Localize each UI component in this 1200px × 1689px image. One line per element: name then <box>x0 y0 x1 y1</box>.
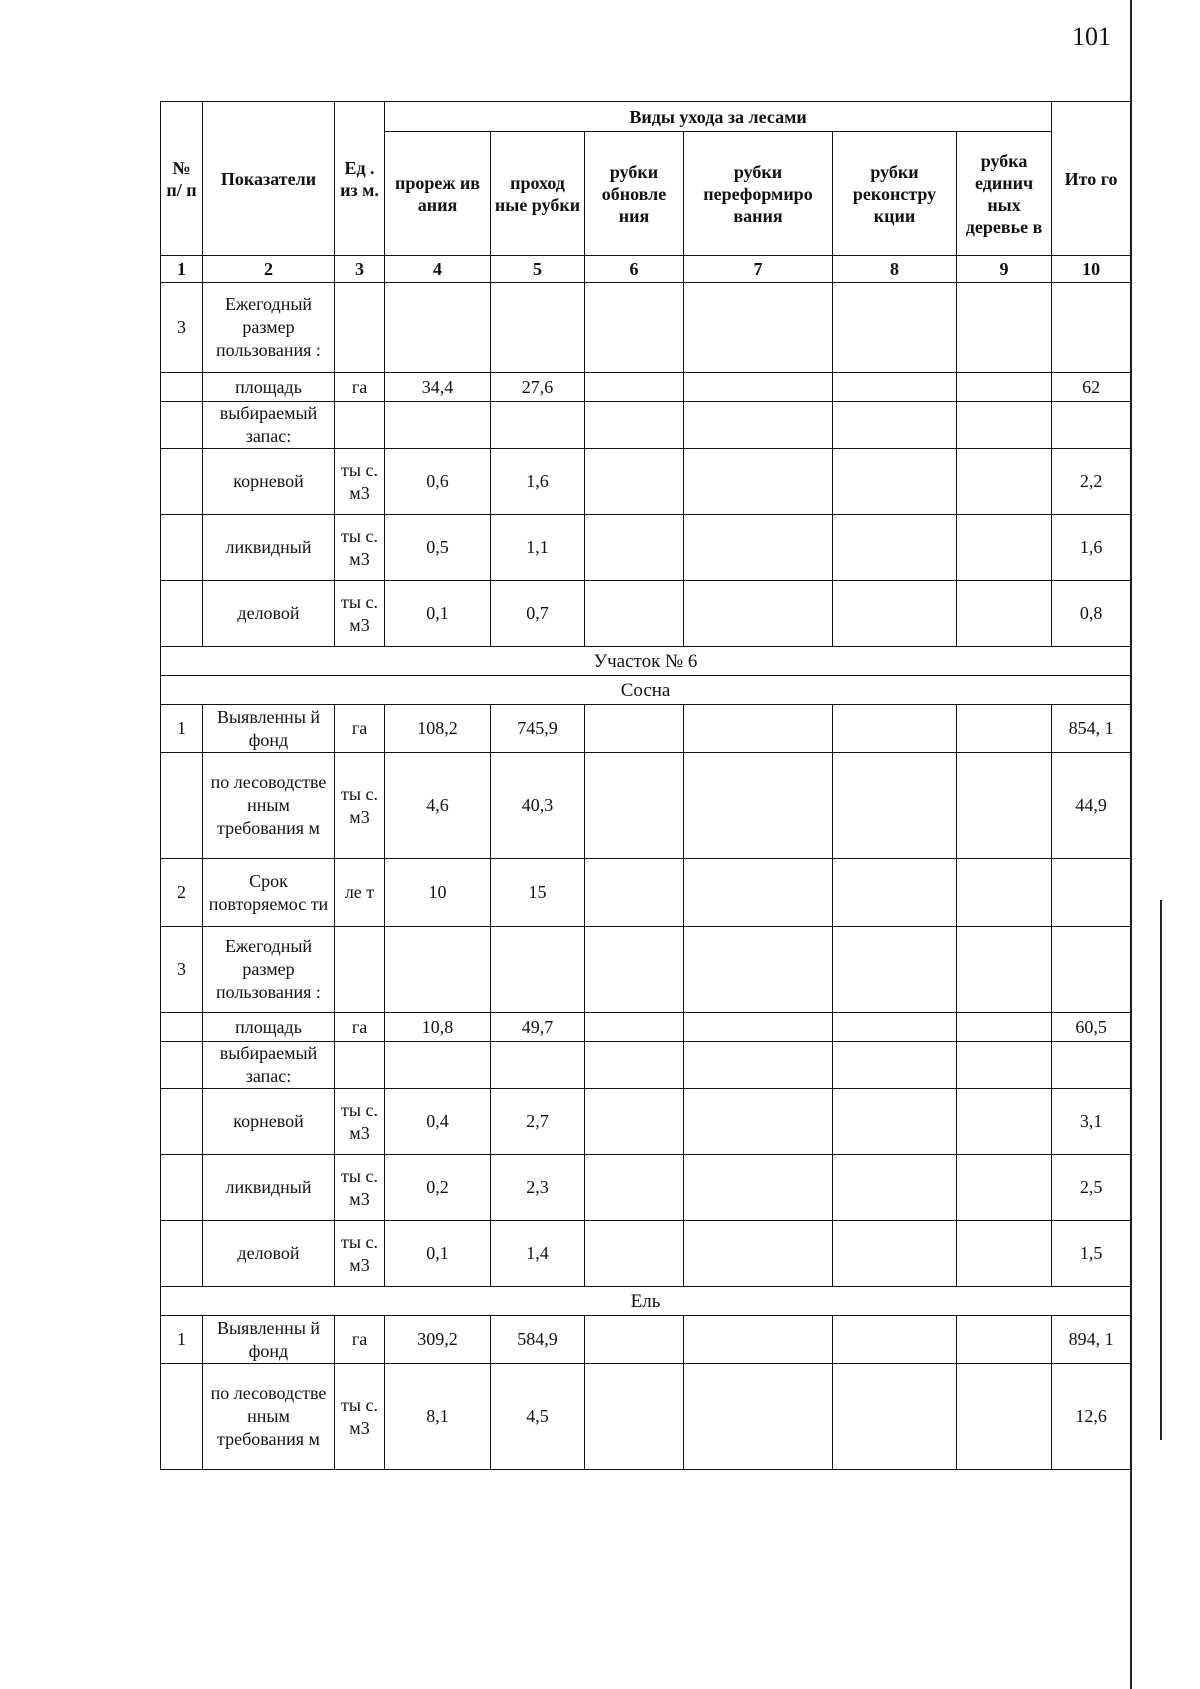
cell-thinning: 8,1 <box>385 1364 491 1470</box>
cell-renewal <box>585 581 684 647</box>
cell-total: 3,1 <box>1052 1089 1131 1155</box>
cell-total: 1,5 <box>1052 1221 1131 1287</box>
cell-reconstruction <box>833 1042 957 1089</box>
col-number: 4 <box>385 256 491 283</box>
cell-renewal <box>585 1089 684 1155</box>
cell-total <box>1052 859 1131 927</box>
cell-passage-cutting: 4,5 <box>491 1364 585 1470</box>
cell-single-tree <box>957 581 1052 647</box>
col-number: 8 <box>833 256 957 283</box>
cell-single-tree <box>957 449 1052 515</box>
cell-no <box>161 753 203 859</box>
cell-renewal <box>585 859 684 927</box>
cell-reconstruction <box>833 581 957 647</box>
header-col-6: рубки обновле ния <box>585 132 684 256</box>
rows-spruce <box>161 1316 1131 1470</box>
cell-renewal <box>585 402 684 449</box>
cell-renewal <box>585 1013 684 1042</box>
cell-indicator: Выявленны й фонд <box>203 705 335 753</box>
page-number: 101 <box>1072 22 1111 51</box>
cell-reformation <box>684 515 833 581</box>
cell-passage-cutting: 1,6 <box>491 449 585 515</box>
table-row <box>161 373 1131 402</box>
cell-indicator: по лесоводстве нным требования м <box>203 753 335 859</box>
cell-no: 1 <box>161 705 203 753</box>
cell-single-tree <box>957 753 1052 859</box>
cell-indicator: корневой <box>203 1089 335 1155</box>
cell-reconstruction <box>833 1221 957 1287</box>
cell-reformation <box>684 1316 833 1364</box>
cell-reformation <box>684 1221 833 1287</box>
cell-reconstruction <box>833 1316 957 1364</box>
table-row <box>161 1089 1131 1155</box>
cell-thinning: 0,2 <box>385 1155 491 1221</box>
cell-unit: ты с. м3 <box>335 1364 385 1470</box>
cell-unit: ты с. м3 <box>335 1221 385 1287</box>
table-row <box>161 581 1131 647</box>
cell-passage-cutting: 15 <box>491 859 585 927</box>
cell-unit: га <box>335 1013 385 1042</box>
cell-no <box>161 449 203 515</box>
cell-passage-cutting: 49,7 <box>491 1013 585 1042</box>
cell-total: 62 <box>1052 373 1131 402</box>
cell-indicator: по лесоводстве нным требования м <box>203 1364 335 1470</box>
cell-reconstruction <box>833 753 957 859</box>
cell-reconstruction <box>833 705 957 753</box>
table-row <box>161 402 1131 449</box>
cell-no: 1 <box>161 1316 203 1364</box>
header-col-7: рубки переформиро вания <box>684 132 833 256</box>
cell-indicator: выбираемый запас: <box>203 402 335 449</box>
cell-indicator: деловой <box>203 1221 335 1287</box>
cell-single-tree <box>957 515 1052 581</box>
cell-thinning: 309,2 <box>385 1316 491 1364</box>
section-plot <box>161 647 1131 705</box>
cell-no <box>161 373 203 402</box>
cell-passage-cutting: 584,9 <box>491 1316 585 1364</box>
cell-no <box>161 581 203 647</box>
forest-care-table <box>160 101 1131 1470</box>
cell-renewal <box>585 1155 684 1221</box>
table-row <box>161 1013 1131 1042</box>
col-number: 5 <box>491 256 585 283</box>
cell-thinning <box>385 927 491 1013</box>
cell-single-tree <box>957 1316 1052 1364</box>
cell-reconstruction <box>833 859 957 927</box>
cell-indicator: площадь <box>203 373 335 402</box>
cell-indicator: деловой <box>203 581 335 647</box>
cell-unit: ты с. м3 <box>335 1155 385 1221</box>
table-row <box>161 1042 1131 1089</box>
cell-no <box>161 515 203 581</box>
cell-single-tree <box>957 1364 1052 1470</box>
cell-reformation <box>684 373 833 402</box>
cell-reformation <box>684 753 833 859</box>
cell-renewal <box>585 449 684 515</box>
cell-passage-cutting: 2,7 <box>491 1089 585 1155</box>
cell-renewal <box>585 283 684 373</box>
col-number: 9 <box>957 256 1052 283</box>
cell-reformation <box>684 449 833 515</box>
cell-unit: га <box>335 373 385 402</box>
col-number: 1 <box>161 256 203 283</box>
table-header <box>161 102 1131 283</box>
cell-reformation <box>684 283 833 373</box>
header-col-4: прореж ив ания <box>385 132 491 256</box>
table-row <box>161 927 1131 1013</box>
cell-total <box>1052 402 1131 449</box>
cell-single-tree <box>957 859 1052 927</box>
cell-reconstruction <box>833 1155 957 1221</box>
cell-reformation <box>684 402 833 449</box>
cell-renewal <box>585 927 684 1013</box>
cell-indicator: корневой <box>203 449 335 515</box>
cell-indicator: Ежегодный размер пользования : <box>203 927 335 1013</box>
cell-total: 60,5 <box>1052 1013 1131 1042</box>
cell-unit: ты с. м3 <box>335 515 385 581</box>
cell-reformation <box>684 1089 833 1155</box>
cell-passage-cutting: 1,4 <box>491 1221 585 1287</box>
cell-single-tree <box>957 373 1052 402</box>
header-no: № п/ п <box>161 102 203 256</box>
cell-reformation <box>684 927 833 1013</box>
cell-single-tree <box>957 1013 1052 1042</box>
cell-single-tree <box>957 705 1052 753</box>
cell-reformation <box>684 859 833 927</box>
header-group-care-types: Виды ухода за лесами <box>385 102 1052 132</box>
cell-total: 894, 1 <box>1052 1316 1131 1364</box>
cell-thinning: 0,6 <box>385 449 491 515</box>
cell-total: 2,2 <box>1052 449 1131 515</box>
cell-total: 12,6 <box>1052 1364 1131 1470</box>
cell-thinning: 108,2 <box>385 705 491 753</box>
cell-no <box>161 402 203 449</box>
cell-no: 3 <box>161 927 203 1013</box>
section-plot-title: Участок № 6 <box>161 647 1131 676</box>
cell-unit: ты с. м3 <box>335 1089 385 1155</box>
table-row <box>161 1316 1131 1364</box>
cell-passage-cutting: 745,9 <box>491 705 585 753</box>
cell-single-tree <box>957 1042 1052 1089</box>
cell-renewal <box>585 1221 684 1287</box>
cell-passage-cutting <box>491 1042 585 1089</box>
header-col-9: рубка единич ных деревье в <box>957 132 1052 256</box>
table-row <box>161 753 1131 859</box>
cell-single-tree <box>957 1089 1052 1155</box>
cell-no <box>161 1221 203 1287</box>
cell-reformation <box>684 1155 833 1221</box>
cell-renewal <box>585 1364 684 1470</box>
col-number: 10 <box>1052 256 1131 283</box>
cell-single-tree <box>957 1221 1052 1287</box>
section-spruce <box>161 1287 1131 1316</box>
header-unit: Ед . из м. <box>335 102 385 256</box>
cell-thinning: 0,5 <box>385 515 491 581</box>
cell-unit: га <box>335 705 385 753</box>
cell-passage-cutting: 0,7 <box>491 581 585 647</box>
cell-unit <box>335 402 385 449</box>
cell-indicator: Выявленны й фонд <box>203 1316 335 1364</box>
cell-unit: ты с. м3 <box>335 581 385 647</box>
cell-indicator: ликвидный <box>203 515 335 581</box>
rows-part1 <box>161 283 1131 647</box>
cell-renewal <box>585 1316 684 1364</box>
table-row <box>161 1221 1131 1287</box>
cell-thinning: 4,6 <box>385 753 491 859</box>
section-spruce-title: Ель <box>161 1287 1131 1316</box>
cell-indicator: Ежегодный размер пользования : <box>203 283 335 373</box>
cell-passage-cutting: 2,3 <box>491 1155 585 1221</box>
cell-single-tree <box>957 283 1052 373</box>
cell-reconstruction <box>833 373 957 402</box>
cell-reconstruction <box>833 515 957 581</box>
section-pine-title: Сосна <box>161 676 1131 705</box>
cell-reconstruction <box>833 283 957 373</box>
cell-total <box>1052 927 1131 1013</box>
cell-total: 0,8 <box>1052 581 1131 647</box>
cell-thinning: 34,4 <box>385 373 491 402</box>
cell-unit <box>335 1042 385 1089</box>
cell-renewal <box>585 705 684 753</box>
cell-renewal <box>585 515 684 581</box>
cell-reformation <box>684 1364 833 1470</box>
cell-indicator: площадь <box>203 1013 335 1042</box>
cell-no <box>161 1089 203 1155</box>
cell-total: 1,6 <box>1052 515 1131 581</box>
cell-reformation <box>684 1042 833 1089</box>
cell-no <box>161 1155 203 1221</box>
cell-thinning <box>385 1042 491 1089</box>
cell-thinning <box>385 283 491 373</box>
col-number: 3 <box>335 256 385 283</box>
table-row <box>161 705 1131 753</box>
cell-single-tree <box>957 927 1052 1013</box>
cell-passage-cutting <box>491 402 585 449</box>
cell-indicator: Срок повторяемос ти <box>203 859 335 927</box>
cell-passage-cutting <box>491 283 585 373</box>
cell-reconstruction <box>833 402 957 449</box>
cell-no: 3 <box>161 283 203 373</box>
column-number-row <box>161 256 1131 283</box>
cell-reconstruction <box>833 1089 957 1155</box>
cell-no <box>161 1013 203 1042</box>
table-row <box>161 1364 1131 1470</box>
table-row <box>161 859 1131 927</box>
cell-no <box>161 1042 203 1089</box>
cell-unit <box>335 927 385 1013</box>
cell-thinning: 10,8 <box>385 1013 491 1042</box>
cell-renewal <box>585 373 684 402</box>
cell-total: 854, 1 <box>1052 705 1131 753</box>
cell-reconstruction <box>833 1013 957 1042</box>
cell-passage-cutting: 27,6 <box>491 373 585 402</box>
cell-reformation <box>684 705 833 753</box>
cell-no <box>161 1364 203 1470</box>
table-row <box>161 1155 1131 1221</box>
header-indicators: Показатели <box>203 102 335 256</box>
cell-reconstruction <box>833 1364 957 1470</box>
cell-total: 2,5 <box>1052 1155 1131 1221</box>
header-col-5: проход ные рубки <box>491 132 585 256</box>
scan-edge-line-right <box>1160 900 1162 1440</box>
cell-no: 2 <box>161 859 203 927</box>
cell-indicator: выбираемый запас: <box>203 1042 335 1089</box>
cell-total <box>1052 1042 1131 1089</box>
cell-passage-cutting: 40,3 <box>491 753 585 859</box>
cell-passage-cutting: 1,1 <box>491 515 585 581</box>
cell-renewal <box>585 1042 684 1089</box>
cell-renewal <box>585 753 684 859</box>
col-number: 2 <box>203 256 335 283</box>
cell-reconstruction <box>833 449 957 515</box>
cell-thinning: 10 <box>385 859 491 927</box>
cell-total <box>1052 283 1131 373</box>
cell-unit: га <box>335 1316 385 1364</box>
cell-single-tree <box>957 1155 1052 1221</box>
header-col-8: рубки реконстру кции <box>833 132 957 256</box>
cell-indicator: ликвидный <box>203 1155 335 1221</box>
cell-reconstruction <box>833 927 957 1013</box>
cell-thinning: 0,1 <box>385 581 491 647</box>
cell-unit: ты с. м3 <box>335 449 385 515</box>
header-total: Ито го <box>1052 102 1131 256</box>
cell-passage-cutting <box>491 927 585 1013</box>
cell-single-tree <box>957 402 1052 449</box>
table-row <box>161 515 1131 581</box>
cell-unit <box>335 283 385 373</box>
cell-reformation <box>684 581 833 647</box>
cell-thinning: 0,1 <box>385 1221 491 1287</box>
cell-unit: ты с. м3 <box>335 753 385 859</box>
rows-pine <box>161 705 1131 1287</box>
cell-unit: ле т <box>335 859 385 927</box>
cell-reformation <box>684 1013 833 1042</box>
cell-thinning <box>385 402 491 449</box>
table-row <box>161 283 1131 373</box>
cell-total: 44,9 <box>1052 753 1131 859</box>
cell-thinning: 0,4 <box>385 1089 491 1155</box>
col-number: 6 <box>585 256 684 283</box>
col-number: 7 <box>684 256 833 283</box>
table-row <box>161 449 1131 515</box>
